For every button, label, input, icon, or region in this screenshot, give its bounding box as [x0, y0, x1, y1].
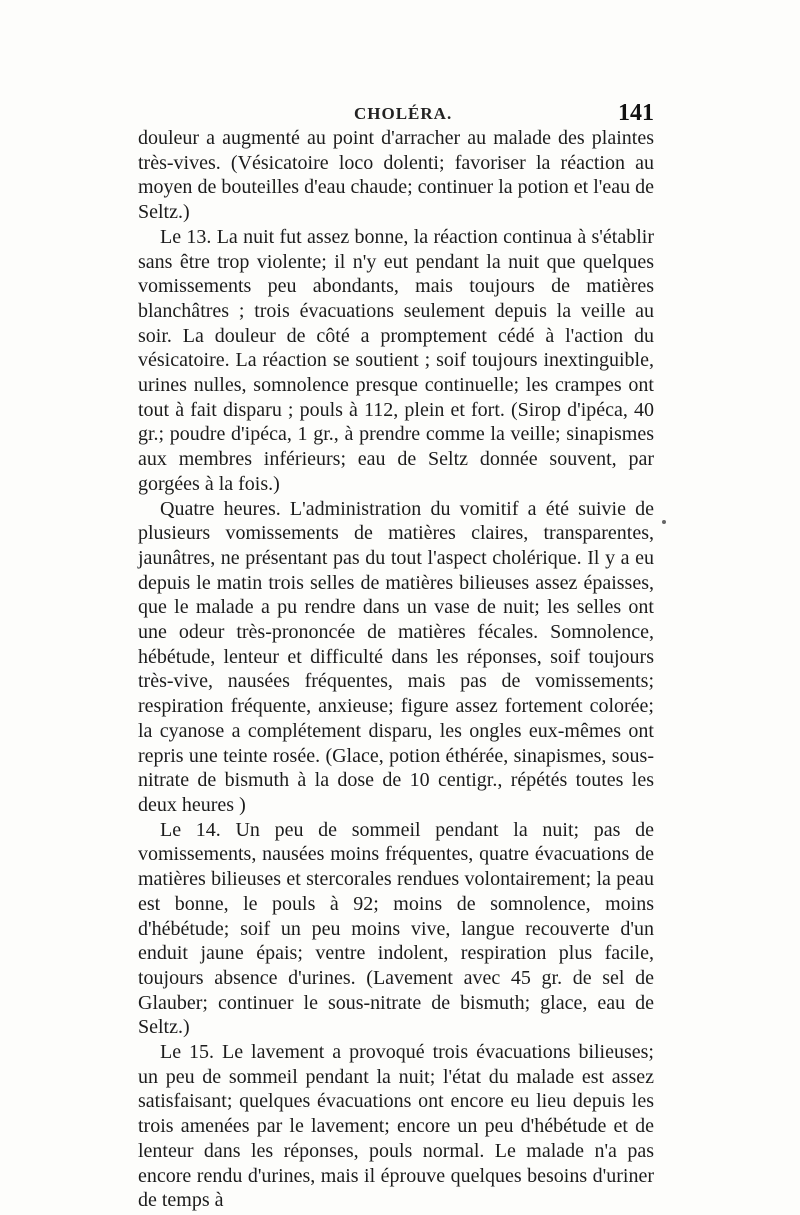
paragraph-day-14: Le 14. Un peu de sommeil pendant la nuit; pas de vomissements, nausées moins fréquentes, quatre évacuations de matières bilieuses et stercorales rendues volontairement; la peau est bonne, le pouls à 92; moins de somnolence, moins d'hébétude; soif un peu moins vive, langue recouverte d'un enduit jaune épais; ventre indolent, respiration plus facile, toujours absence d'urines. (Lavement avec 45 gr. de sel de Glauber; continuer le sous-nitrate de bismuth; glace, eau de Seltz.) [138, 818, 654, 1039]
ink-speck [662, 520, 666, 524]
paragraph-day-13: Le 13. La nuit fut assez bonne, la réaction continua à s'établir sans être trop violente; il n'y eut pendant la nuit que quelques vomissements peu abondants, mais toujours de matières blanchâtres ; trois évacuations seulement depuis la veille au soir. La douleur de côté a promptement cédé à l'action du vésicatoire. La réaction se soutient ; soif toujours inextinguible, urines nulles, somnolence presque continuelle; les crampes ont tout à fait disparu ; pouls à 112, plein et fort. (Sirop d'ipéca, 40 gr.; poudre d'ipéca, 1 gr., à prendre comme la veille; sinapismes aux membres inférieurs; eau de Seltz donnée souvent, par gorgées à la fois.) [138, 225, 654, 495]
paragraph-four-hours: Quatre heures. L'administration du vomitif a été suivie de plusieurs vomissements de matières claires, transparentes, jaunâtres, ne présentant pas du tout l'aspect cholérique. Il y a eu depuis le matin trois selles de matières bilieuses assez épaisses, que le malade a pu rendre dans un vase de nuit; les selles ont une odeur très-prononcée de matières fécales. Somnolence, hébétude, lenteur et difficulté dans les réponses, soif toujours très-vive, nausées fréquentes, mais pas de vomissements; respiration fréquente, anxieuse; figure assez fortement colorée; la cyanose a complétement disparu, les ongles eux-mêmes ont repris une teinte rosée. (Glace, potion éthérée, sinapismes, sous-nitrate de bismuth à la dose de 10 centigr., répétés toutes les deux heures ) [138, 497, 654, 816]
paragraph-day-15: Le 15. Le lavement a provoqué trois évacuations bilieuses; un peu de sommeil pendant la nuit; l'état du malade est assez satisfaisant; quelques évacuations ont encore eu lieu depuis les trois amenées par le lavement; encore un peu d'hébétude et de lenteur dans les réponses, pouls normal. Le malade n'a pas encore rendu d'urines, mais il éprouve quelques besoins d'uriner de temps à [138, 1041, 654, 1212]
paragraph-continuation: douleur a augmenté au point d'arracher au malade des plaintes très-vives. (Vésicatoire loco dolenti; favoriser la réaction au moyen de bouteilles d'eau chaude; continuer la potion et l'eau de Seltz.) [138, 127, 654, 224]
running-head: CHOLÉRA. [354, 104, 453, 123]
page-number: 141 [618, 100, 654, 126]
body-text [138, 126, 654, 1213]
